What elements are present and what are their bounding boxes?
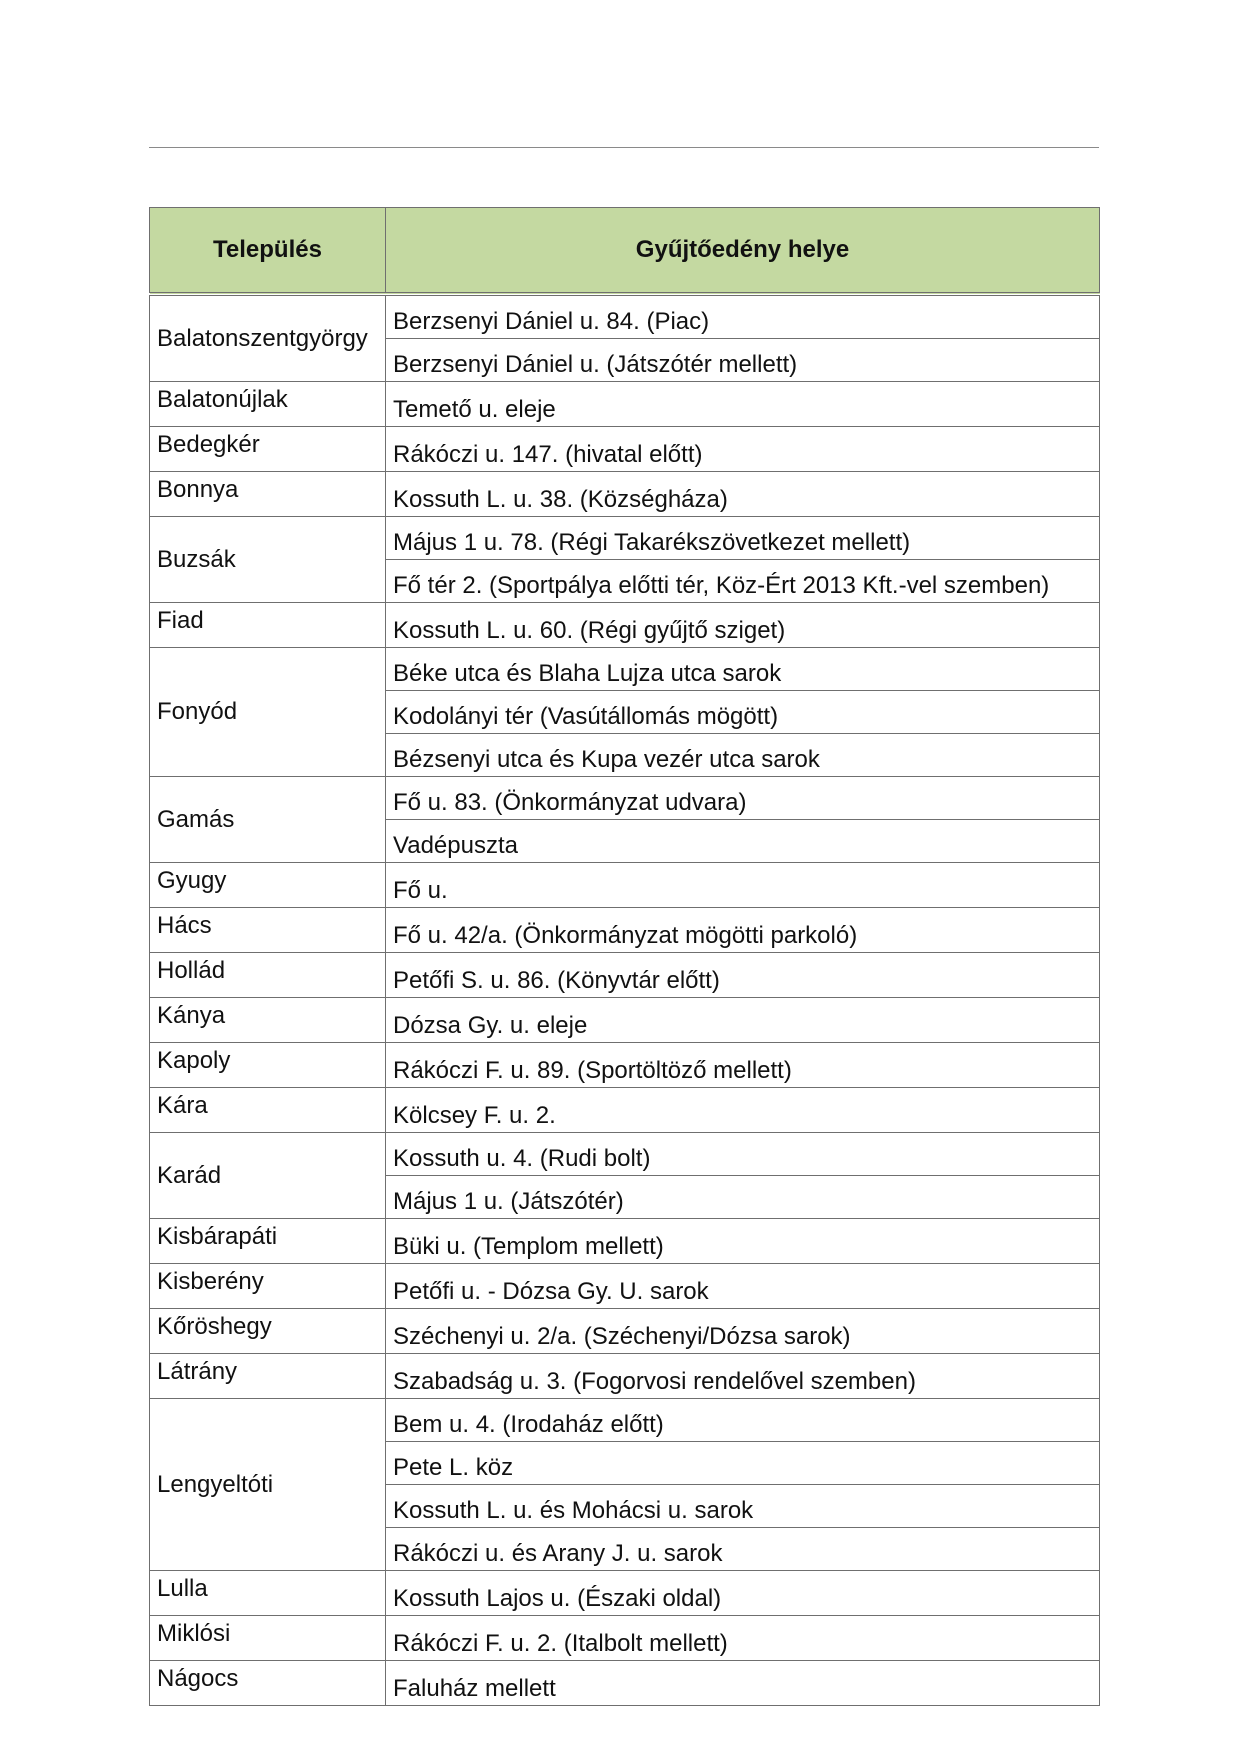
location-cell: Berzsenyi Dániel u. 84. (Piac) bbox=[386, 294, 1100, 339]
collection-points-table-wrap bbox=[149, 207, 1099, 1706]
settlement-cell: Kapoly bbox=[150, 1043, 386, 1088]
header-container-location: Gyűjtőedény helye bbox=[386, 208, 1100, 295]
location-cell: Petőfi u. - Dózsa Gy. U. sarok bbox=[386, 1264, 1100, 1309]
settlement-cell: Miklósi bbox=[150, 1616, 386, 1661]
location-cell: Berzsenyi Dániel u. (Játszótér mellett) bbox=[386, 339, 1100, 382]
settlement-cell: Lengyeltóti bbox=[150, 1399, 386, 1571]
location-cell: Széchenyi u. 2/a. (Széchenyi/Dózsa sarok) bbox=[386, 1309, 1100, 1354]
settlement-cell: Fiad bbox=[150, 603, 386, 648]
table-row bbox=[150, 1661, 1100, 1706]
location-cell: Rákóczi u. és Arany J. u. sarok bbox=[386, 1528, 1100, 1571]
location-cell: Rákóczi F. u. 2. (Italbolt mellett) bbox=[386, 1616, 1100, 1661]
location-cell: Kodolányi tér (Vasútállomás mögött) bbox=[386, 691, 1100, 734]
settlement-cell: Hollád bbox=[150, 953, 386, 998]
table-row bbox=[150, 648, 1100, 691]
location-cell: Faluház mellett bbox=[386, 1661, 1100, 1706]
table-row bbox=[150, 472, 1100, 517]
location-cell: Május 1 u. (Játszótér) bbox=[386, 1176, 1100, 1219]
header-rule bbox=[149, 147, 1099, 148]
location-cell: Fő u. 42/a. (Önkormányzat mögötti parkoló) bbox=[386, 908, 1100, 953]
table-body bbox=[150, 294, 1100, 1706]
settlement-cell: Kisberény bbox=[150, 1264, 386, 1309]
settlement-cell: Gamás bbox=[150, 777, 386, 863]
settlement-cell: Bedegkér bbox=[150, 427, 386, 472]
settlement-cell: Karád bbox=[150, 1133, 386, 1219]
settlement-cell: Balatonszentgyörgy bbox=[150, 294, 386, 382]
location-cell: Rákóczi u. 147. (hivatal előtt) bbox=[386, 427, 1100, 472]
table-row bbox=[150, 777, 1100, 820]
table-row bbox=[150, 1354, 1100, 1399]
location-cell: Bézsenyi utca és Kupa vezér utca sarok bbox=[386, 734, 1100, 777]
location-cell: Fő u. 83. (Önkormányzat udvara) bbox=[386, 777, 1100, 820]
table-row bbox=[150, 908, 1100, 953]
location-cell: Vadépuszta bbox=[386, 820, 1100, 863]
settlement-cell: Nágocs bbox=[150, 1661, 386, 1706]
table-row bbox=[150, 603, 1100, 648]
location-cell: Kossuth u. 4. (Rudi bolt) bbox=[386, 1133, 1100, 1176]
table-row bbox=[150, 1219, 1100, 1264]
table-row bbox=[150, 953, 1100, 998]
table-row bbox=[150, 1043, 1100, 1088]
location-cell: Rákóczi F. u. 89. (Sportöltöző mellett) bbox=[386, 1043, 1100, 1088]
settlement-cell: Kára bbox=[150, 1088, 386, 1133]
settlement-cell: Kisbárapáti bbox=[150, 1219, 386, 1264]
settlement-cell: Bonnya bbox=[150, 472, 386, 517]
table-row bbox=[150, 294, 1100, 339]
location-cell: Temető u. eleje bbox=[386, 382, 1100, 427]
settlement-cell: Kánya bbox=[150, 998, 386, 1043]
location-cell: Petőfi S. u. 86. (Könyvtár előtt) bbox=[386, 953, 1100, 998]
settlement-cell: Hács bbox=[150, 908, 386, 953]
table-row bbox=[150, 1088, 1100, 1133]
location-cell: Május 1 u. 78. (Régi Takarékszövetkezet mellett) bbox=[386, 517, 1100, 560]
settlement-cell: Fonyód bbox=[150, 648, 386, 777]
location-cell: Kossuth L. u. és Mohácsi u. sarok bbox=[386, 1485, 1100, 1528]
table-row bbox=[150, 1399, 1100, 1442]
table-row bbox=[150, 863, 1100, 908]
location-cell: Szabadság u. 3. (Fogorvosi rendelővel szemben) bbox=[386, 1354, 1100, 1399]
location-cell: Fő tér 2. (Sportpálya előtti tér, Köz-Ért 2013 Kft.-vel szemben) bbox=[386, 560, 1100, 603]
settlement-cell: Buzsák bbox=[150, 517, 386, 603]
table-row bbox=[150, 1571, 1100, 1616]
location-cell: Bem u. 4. (Irodaház előtt) bbox=[386, 1399, 1100, 1442]
table-row bbox=[150, 427, 1100, 472]
settlement-cell: Gyugy bbox=[150, 863, 386, 908]
table-row bbox=[150, 998, 1100, 1043]
location-cell: Fő u. bbox=[386, 863, 1100, 908]
location-cell: Kossuth L. u. 60. (Régi gyűjtő sziget) bbox=[386, 603, 1100, 648]
collection-points-table bbox=[149, 207, 1100, 1706]
settlement-cell: Balatonújlak bbox=[150, 382, 386, 427]
location-cell: Büki u. (Templom mellett) bbox=[386, 1219, 1100, 1264]
location-cell: Kölcsey F. u. 2. bbox=[386, 1088, 1100, 1133]
table-row bbox=[150, 382, 1100, 427]
location-cell: Kossuth Lajos u. (Északi oldal) bbox=[386, 1571, 1100, 1616]
table-row bbox=[150, 1309, 1100, 1354]
table-row bbox=[150, 1264, 1100, 1309]
settlement-cell: Kőröshegy bbox=[150, 1309, 386, 1354]
location-cell: Kossuth L. u. 38. (Községháza) bbox=[386, 472, 1100, 517]
settlement-cell: Látrány bbox=[150, 1354, 386, 1399]
location-cell: Béke utca és Blaha Lujza utca sarok bbox=[386, 648, 1100, 691]
table-row bbox=[150, 1133, 1100, 1176]
location-cell: Dózsa Gy. u. eleje bbox=[386, 998, 1100, 1043]
header-settlement: Település bbox=[150, 208, 386, 295]
table-row bbox=[150, 1616, 1100, 1661]
table-row bbox=[150, 517, 1100, 560]
table-header-row bbox=[150, 208, 1100, 295]
settlement-cell: Lulla bbox=[150, 1571, 386, 1616]
location-cell: Pete L. köz bbox=[386, 1442, 1100, 1485]
